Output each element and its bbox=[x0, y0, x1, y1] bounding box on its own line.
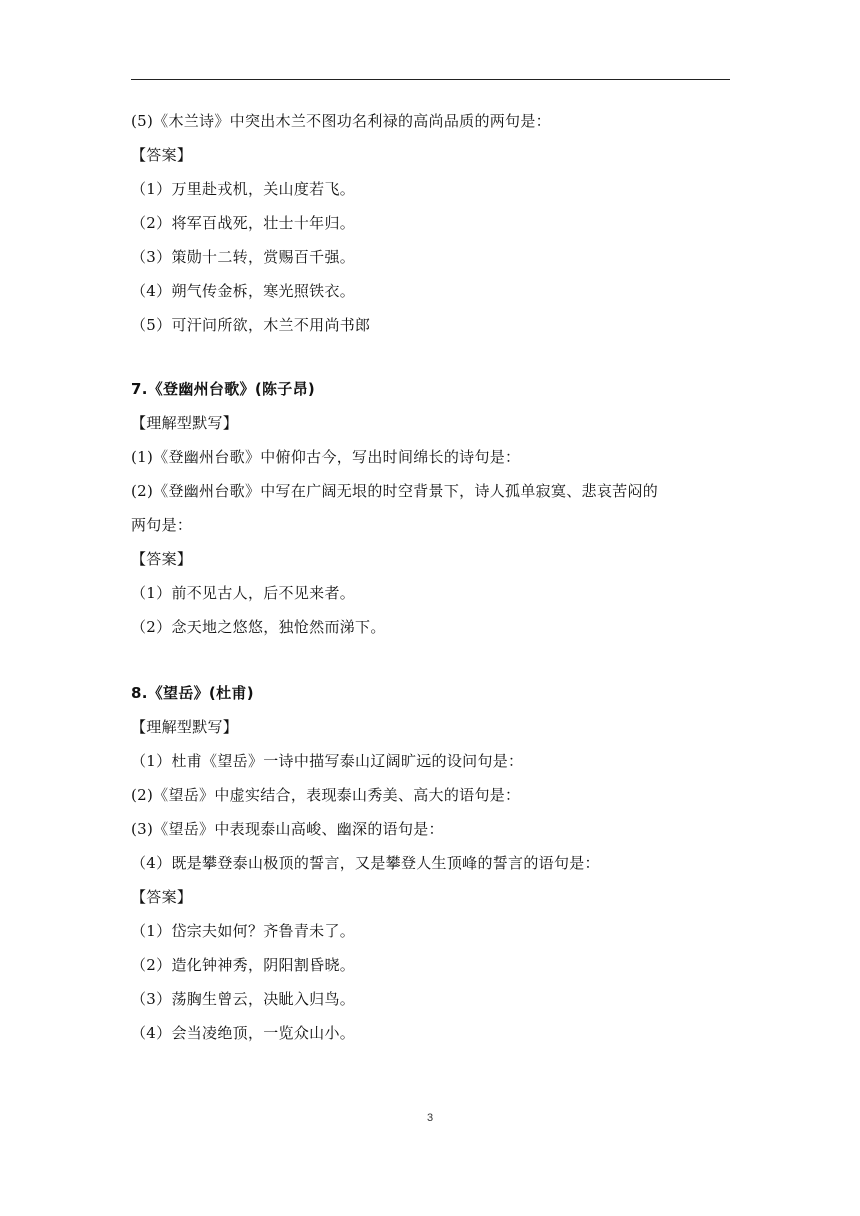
question-line: (3)《望岳》中表现泰山高峻、幽深的语句是： bbox=[131, 820, 444, 838]
section-gap bbox=[131, 342, 731, 372]
type-label: 【理解型默写】 bbox=[131, 414, 239, 432]
section-gap bbox=[131, 644, 731, 676]
answer-label: 【答案】 bbox=[131, 146, 193, 164]
answer-line: （4）会当凌绝顶，一览众山小。 bbox=[131, 1024, 356, 1042]
section-heading: 8.《望岳》(杜甫) bbox=[131, 684, 254, 702]
question-line: （1）杜甫《望岳》一诗中描写泰山辽阔旷远的设问句是： bbox=[131, 752, 524, 770]
question-line: 两句是： bbox=[131, 516, 193, 534]
answer-label: 【答案】 bbox=[131, 550, 193, 568]
answer-line: （1）万里赴戎机，关山度若飞。 bbox=[131, 180, 356, 198]
header-rule bbox=[131, 79, 730, 80]
type-label: 【理解型默写】 bbox=[131, 718, 239, 736]
answer-line: （2）念天地之悠悠，独怆然而涕下。 bbox=[131, 618, 386, 636]
answer-line: （1）岱宗夫如何？齐鲁青未了。 bbox=[131, 922, 356, 940]
question-line: (2)《登幽州台歌》中写在广阔无垠的时空背景下，诗人孤单寂寞、悲哀苦闷的 bbox=[131, 482, 659, 500]
question-line: (1)《登幽州台歌》中俯仰古今，写出时间绵长的诗句是： bbox=[131, 448, 521, 466]
answer-line: （4）朔气传金柝，寒光照铁衣。 bbox=[131, 282, 356, 300]
section-heading: 7.《登幽州台歌》(陈子昂) bbox=[131, 380, 316, 398]
page-number: 3 bbox=[426, 1112, 434, 1124]
answer-line: （5）可汗问所欲，木兰不用尚书郎 bbox=[131, 316, 371, 334]
answer-line: （2）造化钟神秀，阴阳割昏晓。 bbox=[131, 956, 356, 974]
question-line: （4）既是攀登泰山极顶的誓言，又是攀登人生顶峰的誓言的语句是： bbox=[131, 854, 600, 872]
answer-line: （2）将军百战死，壮士十年归。 bbox=[131, 214, 356, 232]
answer-line: （3）荡胸生曾云，决眦入归鸟。 bbox=[131, 990, 356, 1008]
question-6-5: (5)《木兰诗》中突出木兰不图功名利禄的高尚品质的两句是： bbox=[131, 112, 551, 130]
answer-line: （3）策勋十二转，赏赐百千强。 bbox=[131, 248, 356, 266]
answer-line: （1）前不见古人，后不见来者。 bbox=[131, 584, 356, 602]
answer-label: 【答案】 bbox=[131, 888, 193, 906]
question-line: (2)《望岳》中虚实结合，表现泰山秀美、高大的语句是： bbox=[131, 786, 521, 804]
page-content bbox=[131, 104, 731, 1050]
